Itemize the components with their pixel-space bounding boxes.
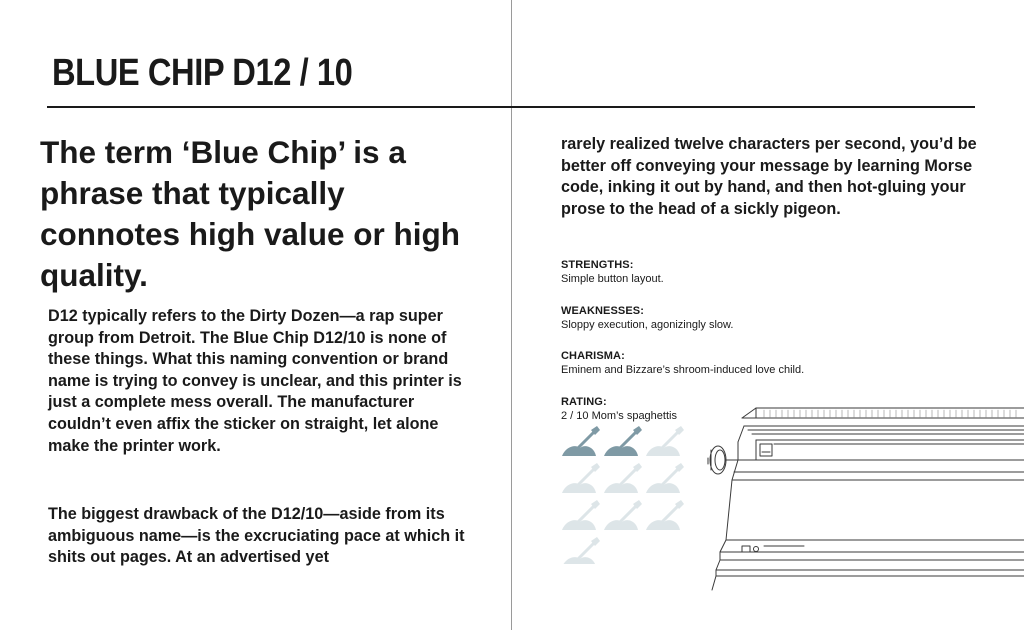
lede-paragraph: The term ‘Blue Chip’ is a phrase that typically connotes high value or high quality. (40, 134, 461, 293)
body-paragraph-2: The biggest drawback of the D12/10—aside from its ambiguous name—is the excruciating pace at which it shits out pages. At an advertised yet (48, 505, 465, 567)
strengths-label: STRENGTHS: (561, 259, 634, 271)
spaghetti-icon-empty (604, 463, 642, 493)
charisma-label: CHARISMA: (561, 350, 625, 362)
spaghetti-icon-empty (646, 463, 684, 493)
spaghetti-icon-empty (646, 426, 684, 456)
weaknesses-value: Sloppy execution, agonizingly slow. (561, 319, 734, 331)
spaghetti-icon-empty (562, 500, 600, 530)
strengths-value: Simple button layout. (561, 273, 664, 285)
body-paragraph-3: rarely realized twelve characters per second, you’d be better off conveying your message by learning Morse code, inking it out by hand, and then hot-gluing your prose to the head of a sickly pigeon. (561, 135, 977, 218)
spaghetti-icon-empty (646, 500, 684, 530)
title-rule (47, 106, 975, 108)
spaghetti-icon-filled (562, 426, 600, 456)
charisma-field (561, 349, 891, 377)
page-gutter (511, 0, 512, 630)
spaghetti-icon-empty (562, 463, 600, 493)
charisma-value: Eminem and Bizzare’s shroom-induced love child. (561, 364, 805, 376)
printer-illustration (704, 400, 1024, 630)
page-title: BLUE CHIP D12 / 10 (52, 52, 353, 94)
spaghetti-icon-empty (562, 537, 600, 564)
spaghetti-icon-filled (604, 426, 642, 456)
spaghetti-icon-empty (604, 500, 642, 530)
weaknesses-field (561, 304, 891, 332)
weaknesses-label: WEAKNESSES: (561, 305, 644, 317)
rating-value: 2 / 10 Mom’s spaghettis (561, 410, 677, 422)
rating-icons (560, 424, 700, 564)
strengths-field (561, 258, 891, 286)
body-paragraph-1: D12 typically refers to the Dirty Dozen—a rap super group from Detroit. The Blue Chip D12/10 is none of these things. What this naming convention or brand name is trying to convey is unclear, and this printer is just a complete mess overall. The manufacturer couldn’t even affix the sticker on straight, let alone make the printer work. (48, 307, 462, 455)
rating-label: RATING: (561, 396, 607, 408)
